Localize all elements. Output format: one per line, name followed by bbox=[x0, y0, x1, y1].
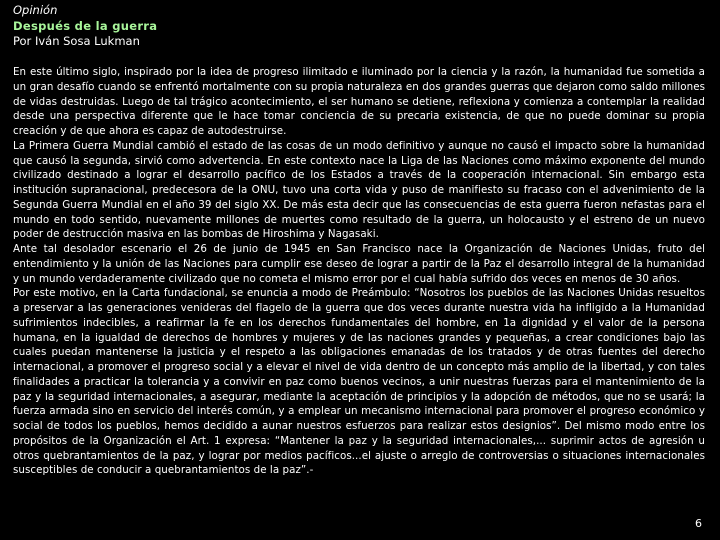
paragraph-first-world-war: La Primera Guerra Mundial cambió el estado de las cosas de un modo definitivo y aunque no causó el impacto sobre la humanidad que causó la segunda, sirvió como advertencia. En este contexto nace la Liga de las Naciones como máximo exponente del mundo civilizado destinado a lograr el desarrollo pacífico de los Estados a través de la cooperación internacional. Sin embargo esta institución supranacional, predecesora de la ONU, tuvo una corta vida y puso de manifiesto su fracaso con el advenimiento de la Segunda Guerra Mundial en el año 39 del siglo XX. De más esta decir que las consecuencias de esta guerra fueron nefastas para el mundo en todo sentido, nuevamente millones de muertes como resultado de la guerra, un holocausto y el estreno de un nuevo poder de destrucción masiva en las bombas de Hiroshima y Nagasaki. bbox=[13, 139, 705, 241]
paragraph-un-founding: Ante tal desolador escenario el 26 de junio de 1945 en San Francisco nace la Organización de Naciones Unidas, fruto del entendimiento y la unión de las Naciones para cumplir ese deseo de lograr a partir de la Paz el desarrollo integral de la humanidad y un mundo verdaderamente civilizado que no cometa el mismo error por el cual había sufrido dos veces en menos de 30 años. bbox=[13, 243, 705, 285]
page-number: 6 bbox=[695, 517, 702, 530]
section-label: Opinión bbox=[13, 3, 58, 17]
article-title: Después de la guerra bbox=[13, 18, 158, 33]
author-byline: Por Iván Sosa Lukman bbox=[13, 34, 140, 48]
paragraph-intro: En este último siglo, inspirado por la idea de progreso ilimitado e iluminado por la ciencia y la razón, la humanidad fue sometida a un gran desafío cuando se enfrentó mortalmente con su propia naturaleza en dos grandes guerras que dejaron como saldo millones de vidas destruidas. Luego de tal trágico acontecimiento, el ser humano se detiene, reflexiona y comienza a contemplar la realidad desde una perspectiva diferente que le hace tomar conciencia de su precaria existencia, de que no puede dominar su propia creación y de que ahora es capaz de autodestruirse. bbox=[13, 66, 705, 137]
paragraph-charter-preamble: Por este motivo, en la Carta fundacional, se enuncia a modo de Preámbulo: “Nosotros los pueblos de las Naciones Unidas resueltos a preservar a las generaciones venideras del flagelo de la guerra que dos veces durante nuestra vida ha infligido a la Humanidad sufrimientos indecibles, a reafirmar la fe en los derechos fundamentales del hombre, en 1a dignidad y el valor de la persona humana, en la igualdad de derechos de hombres y mujeres y de las naciones grandes y pequeñas, a crear condiciones bajo las cuales puedan mantenerse la justicia y el respeto a las obligaciones emanadas de los tratados y de otras fuentes del derecho internacional, a promover el progreso social y a elevar el nivel de vida dentro de un concepto más amplio de la libertad, y con tales finalidades a practicar la tolerancia y a convivir en paz como buenos vecinos, a unir nuestras fuerzas para el mantenimiento de la paz y la seguridad internacionales, a asegurar, mediante la aceptación de principios y la adopción de métodos, que no se usará; la fuerza armada sino en servicio del interés común, y a emplear un mecanismo internacional para promover el progreso económico y social de todos los pueblos, hemos decidido a aunar nuestros esfuerzos para realizar estos designios”. Del mismo modo entre los propósitos de la Organización el Art. 1 expresa: “Mantener la paz y la seguridad internacionales,... suprimir actos de agresión u otros quebrantamientos de la paz, y lograr por medios pacíficos...el ajuste o arreglo de controversias o situaciones internacionales susceptibles de conducir a quebrantamientos de la paz”.- bbox=[13, 287, 705, 477]
article-header bbox=[13, 3, 703, 50]
article-body bbox=[13, 65, 705, 540]
